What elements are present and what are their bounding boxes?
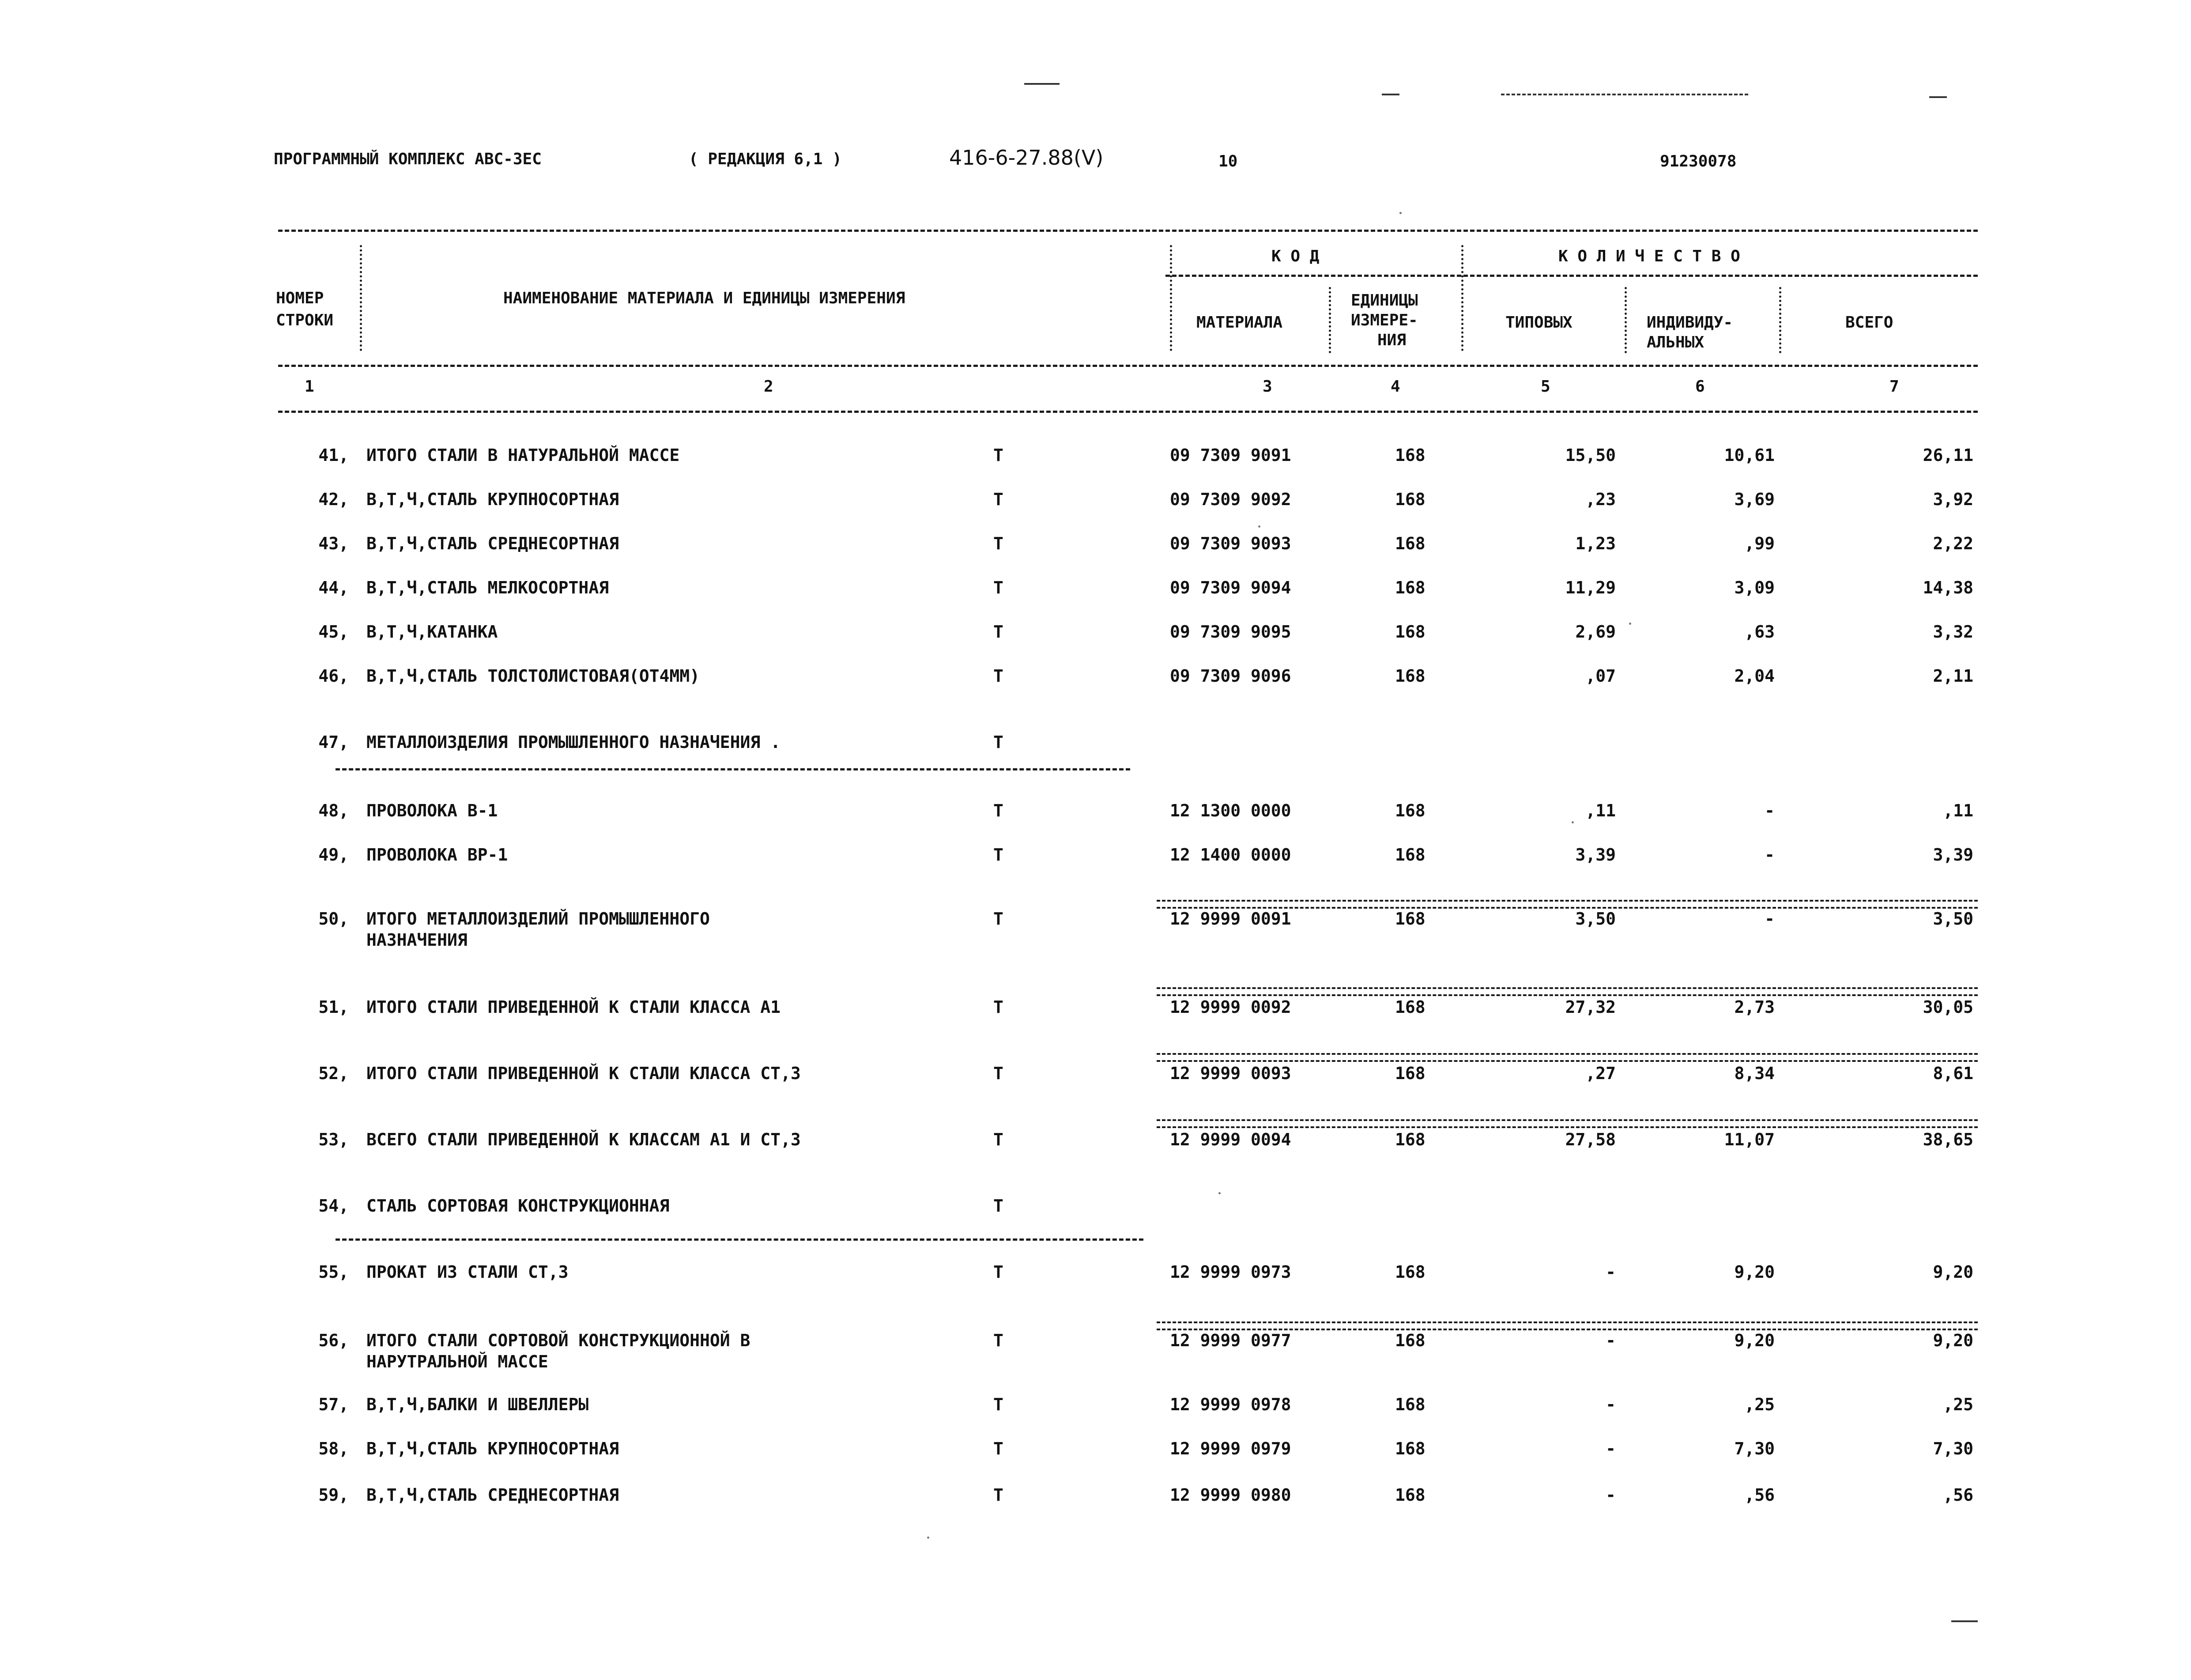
- colnum-5: 5: [1541, 378, 1550, 396]
- row-number: 49,: [318, 845, 349, 865]
- qty-typical: 3,50: [1575, 909, 1616, 929]
- qty-individual: -: [1765, 801, 1775, 820]
- qty-typical: ,27: [1585, 1064, 1616, 1083]
- material-name: ПРОКАТ ИЗ СТАЛИ СТ,3: [366, 1262, 569, 1282]
- unit-code: 168: [1395, 1331, 1425, 1350]
- unit-label: Т: [993, 1064, 1003, 1083]
- qty-total: 7,30: [1933, 1439, 1973, 1458]
- unit-label: Т: [993, 578, 1003, 597]
- subtotal-rule: [1157, 900, 1978, 909]
- header-unit-2: ИЗМЕРЕ-: [1351, 311, 1418, 329]
- material-code: 09 7309 9092: [1170, 490, 1291, 509]
- row-number: 43,: [318, 534, 349, 553]
- qty-total: 8,61: [1933, 1064, 1973, 1083]
- qty-total: 3,92: [1933, 490, 1973, 509]
- unit-label: Т: [993, 845, 1003, 865]
- reference-code: 91230078: [1660, 152, 1737, 170]
- unit-code: 168: [1395, 1064, 1425, 1083]
- material-name: СТАЛЬ СОРТОВАЯ КОНСТРУКЦИОННАЯ: [366, 1196, 670, 1216]
- qty-individual: -: [1765, 909, 1775, 929]
- header-rule: [278, 365, 1978, 367]
- material-name: МЕТАЛЛОИЗДЕЛИЯ ПРОМЫШЛЕННОГО НАЗНАЧЕНИЯ .: [366, 732, 781, 752]
- unit-label: Т: [993, 666, 1003, 686]
- qty-individual: 9,20: [1734, 1331, 1775, 1350]
- row-number: 58,: [318, 1439, 349, 1458]
- scan-speck: [927, 1537, 929, 1539]
- column-divider: [1170, 245, 1172, 351]
- material-name: В,Т,Ч,БАЛКИ И ШВЕЛЛЕРЫ: [366, 1395, 589, 1414]
- unit-label: Т: [993, 534, 1003, 553]
- row-number: 44,: [318, 578, 349, 597]
- qty-typical: 27,32: [1565, 997, 1616, 1017]
- qty-typical: -: [1606, 1439, 1616, 1458]
- unit-label: Т: [993, 1395, 1003, 1414]
- material-name-cont: НАЗНАЧЕНИЯ: [366, 930, 468, 950]
- scan-mark: [1929, 96, 1947, 98]
- qty-typical: -: [1606, 1262, 1616, 1282]
- material-code: 12 9999 0979: [1170, 1439, 1291, 1458]
- unit-label: Т: [993, 997, 1003, 1017]
- row-number: 50,: [318, 909, 349, 929]
- scan-speck: [1629, 623, 1631, 625]
- qty-total: 9,20: [1933, 1331, 1973, 1350]
- material-code: 12 1400 0000: [1170, 845, 1291, 865]
- material-name: ПРОВОЛОКА В-1: [366, 801, 498, 820]
- column-divider: [1461, 245, 1463, 351]
- header-material-code: МАТЕРИАЛА: [1196, 313, 1283, 332]
- colnum-4: 4: [1391, 378, 1400, 396]
- subtotal-rule: [1157, 987, 1978, 996]
- column-number-rule: [278, 411, 1978, 413]
- material-name: ИТОГО СТАЛИ СОРТОВОЙ КОНСТРУКЦИОННОЙ В: [366, 1331, 750, 1350]
- material-code: 09 7309 9094: [1170, 578, 1291, 597]
- unit-code: 168: [1395, 534, 1425, 553]
- header-typical: ТИПОВЫХ: [1505, 313, 1573, 332]
- material-code: 12 1300 0000: [1170, 801, 1291, 820]
- unit-code: 168: [1395, 801, 1425, 820]
- material-name: ИТОГО МЕТАЛЛОИЗДЕЛИЙ ПРОМЫШЛЕННОГО: [366, 909, 710, 929]
- unit-label: Т: [993, 1262, 1003, 1282]
- scan-speck: [1258, 525, 1260, 528]
- qty-total: 3,50: [1933, 909, 1973, 929]
- section-underline: [336, 768, 1130, 770]
- row-number: 47,: [318, 732, 349, 752]
- qty-total: 26,11: [1923, 445, 1973, 465]
- qty-total: 3,32: [1933, 622, 1973, 642]
- qty-total: ,56: [1943, 1485, 1973, 1505]
- row-number: 59,: [318, 1485, 349, 1505]
- qty-individual: ,56: [1744, 1485, 1775, 1505]
- qty-total: 9,20: [1933, 1262, 1973, 1282]
- header-individual-1: ИНДИВИДУ-: [1647, 313, 1733, 332]
- material-code: 12 9999 0092: [1170, 997, 1291, 1017]
- material-name: В,Т,Ч,СТАЛЬ СРЕДНЕСОРТНАЯ: [366, 534, 619, 553]
- header-unit-3: НИЯ: [1377, 331, 1407, 349]
- unit-code: 168: [1395, 1395, 1425, 1414]
- qty-total: 30,05: [1923, 997, 1973, 1017]
- scan-mark: [1951, 1620, 1978, 1622]
- material-code: 09 7309 9096: [1170, 666, 1291, 686]
- program-title: ПРОГРАММНЫЙ КОМПЛЕКС АВС-ЗЕС: [274, 150, 542, 168]
- row-number: 54,: [318, 1196, 349, 1216]
- qty-typical: ,07: [1585, 666, 1616, 686]
- row-number: 57,: [318, 1395, 349, 1414]
- unit-code: 168: [1395, 578, 1425, 597]
- colnum-7: 7: [1889, 378, 1899, 396]
- unit-label: Т: [993, 1331, 1003, 1350]
- unit-code: 168: [1395, 909, 1425, 929]
- subtotal-rule: [1157, 1053, 1978, 1062]
- colnum-6: 6: [1695, 378, 1705, 396]
- scan-mark: [1024, 83, 1060, 85]
- unit-code: 168: [1395, 490, 1425, 509]
- unit-label: Т: [993, 1196, 1003, 1216]
- material-name: В,Т,Ч,СТАЛЬ СРЕДНЕСОРТНАЯ: [366, 1485, 619, 1505]
- header-row-no-2: СТРОКИ: [276, 311, 334, 329]
- qty-total: 2,22: [1933, 534, 1973, 553]
- material-code: 12 9999 0093: [1170, 1064, 1291, 1083]
- qty-typical: 15,50: [1565, 445, 1616, 465]
- qty-individual: 7,30: [1734, 1439, 1775, 1458]
- header-quantity-group: К О Л И Ч Е С Т В О: [1558, 247, 1740, 265]
- scan-mark: [1382, 94, 1399, 95]
- material-name: ИТОГО СТАЛИ ПРИВЕДЕННОЙ К СТАЛИ КЛАССА СТ,3: [366, 1064, 801, 1083]
- table-top-rule: [278, 230, 1978, 232]
- header-individual-2: АЛЬНЫХ: [1647, 333, 1705, 351]
- qty-typical: ,11: [1585, 801, 1616, 820]
- material-code: 12 9999 0973: [1170, 1262, 1291, 1282]
- qty-typical: ,23: [1585, 490, 1616, 509]
- qty-total: 14,38: [1923, 578, 1973, 597]
- scan-speck: [1572, 821, 1574, 823]
- unit-label: Т: [993, 909, 1003, 929]
- row-number: 48,: [318, 801, 349, 820]
- material-name: ИТОГО СТАЛИ В НАТУРАЛЬНОЙ МАССЕ: [366, 445, 680, 465]
- qty-total: ,25: [1943, 1395, 1973, 1414]
- material-name: В,Т,Ч,СТАЛЬ МЕЛКОСОРТНАЯ: [366, 578, 609, 597]
- qty-total: 2,11: [1933, 666, 1973, 686]
- row-number: 56,: [318, 1331, 349, 1350]
- row-number: 41,: [318, 445, 349, 465]
- qty-typical: 3,39: [1575, 845, 1616, 865]
- row-number: 42,: [318, 490, 349, 509]
- material-code: 12 9999 0094: [1170, 1130, 1291, 1149]
- unit-code: 168: [1395, 1485, 1425, 1505]
- material-name-cont: НАРУТРАЛЬНОЙ МАССЕ: [366, 1352, 548, 1371]
- unit-code: 168: [1395, 666, 1425, 686]
- column-divider: [360, 245, 362, 351]
- material-name: В,Т,Ч,КАТАНКА: [366, 622, 498, 642]
- colnum-1: 1: [305, 378, 314, 396]
- material-code: 12 9999 0977: [1170, 1331, 1291, 1350]
- unit-code: 168: [1395, 1439, 1425, 1458]
- unit-label: Т: [993, 732, 1003, 752]
- row-number: 55,: [318, 1262, 349, 1282]
- unit-label: Т: [993, 801, 1003, 820]
- row-number: 46,: [318, 666, 349, 686]
- header-total: ВСЕГО: [1845, 313, 1893, 332]
- qty-total: 3,39: [1933, 845, 1973, 865]
- qty-typical: 27,58: [1565, 1130, 1616, 1149]
- scan-speck: [1399, 212, 1402, 214]
- unit-code: 168: [1395, 845, 1425, 865]
- row-number: 52,: [318, 1064, 349, 1083]
- material-code: 09 7309 9095: [1170, 622, 1291, 642]
- material-name: В,Т,Ч,СТАЛЬ КРУПНОСОРТНАЯ: [366, 490, 619, 509]
- header-subrule: [1165, 275, 1978, 277]
- qty-individual: 8,34: [1734, 1064, 1775, 1083]
- qty-individual: 2,73: [1734, 997, 1775, 1017]
- row-number: 51,: [318, 997, 349, 1017]
- qty-typical: -: [1606, 1331, 1616, 1350]
- column-divider: [1779, 287, 1781, 353]
- qty-individual: 11,07: [1724, 1130, 1775, 1149]
- qty-typical: 2,69: [1575, 622, 1616, 642]
- colnum-3: 3: [1263, 378, 1272, 396]
- qty-individual: ,99: [1744, 534, 1775, 553]
- header-unit-1: ЕДИНИЦЫ: [1351, 291, 1418, 310]
- header-name: НАИМЕНОВАНИЕ МАТЕРИАЛА И ЕДИНИЦЫ ИЗМЕРЕНИЯ: [503, 289, 905, 307]
- unit-code: 168: [1395, 1130, 1425, 1149]
- unit-label: Т: [993, 622, 1003, 642]
- qty-typical: 11,29: [1565, 578, 1616, 597]
- section-underline: [336, 1238, 1143, 1241]
- qty-typical: -: [1606, 1485, 1616, 1505]
- qty-individual: ,63: [1744, 622, 1775, 642]
- page-number: 10: [1218, 152, 1238, 170]
- qty-typical: 1,23: [1575, 534, 1616, 553]
- material-name: В,Т,Ч,СТАЛЬ КРУПНОСОРТНАЯ: [366, 1439, 619, 1458]
- scan-mark: [1501, 94, 1748, 95]
- subtotal-rule: [1157, 1321, 1978, 1330]
- unit-code: 168: [1395, 622, 1425, 642]
- material-code: 12 9999 0978: [1170, 1395, 1291, 1414]
- unit-code: 168: [1395, 445, 1425, 465]
- material-name: В,Т,Ч,СТАЛЬ ТОЛСТОЛИСТОВАЯ(ОТ4ММ): [366, 666, 700, 686]
- unit-label: Т: [993, 445, 1003, 465]
- column-divider: [1329, 287, 1331, 353]
- material-code: 12 9999 0980: [1170, 1485, 1291, 1505]
- qty-individual: -: [1765, 845, 1775, 865]
- header-row-no-1: НОМЕР: [276, 289, 324, 307]
- scan-speck: [1218, 1192, 1221, 1194]
- qty-individual: 2,04: [1734, 666, 1775, 686]
- qty-total: ,11: [1943, 801, 1973, 820]
- material-name: ПРОВОЛОКА ВР-1: [366, 845, 508, 865]
- unit-label: Т: [993, 1439, 1003, 1458]
- material-name: ВСЕГО СТАЛИ ПРИВЕДЕННОЙ К КЛАССАМ А1 И СТ,3: [366, 1130, 801, 1149]
- material-name: ИТОГО СТАЛИ ПРИВЕДЕННОЙ К СТАЛИ КЛАССА А1: [366, 997, 781, 1017]
- qty-individual: 3,69: [1734, 490, 1775, 509]
- unit-code: 168: [1395, 1262, 1425, 1282]
- subtotal-rule: [1157, 1119, 1978, 1128]
- edition-label: ( РЕДАКЦИЯ 6,1 ): [689, 150, 842, 168]
- column-divider: [1625, 287, 1627, 353]
- qty-individual: 10,61: [1724, 445, 1775, 465]
- qty-individual: 9,20: [1734, 1262, 1775, 1282]
- qty-total: 38,65: [1923, 1130, 1973, 1149]
- document-code: 416-6-27.88(V): [949, 146, 1104, 170]
- material-code: 09 7309 9091: [1170, 445, 1291, 465]
- qty-individual: ,25: [1744, 1395, 1775, 1414]
- row-number: 53,: [318, 1130, 349, 1149]
- unit-label: Т: [993, 1130, 1003, 1149]
- colnum-2: 2: [764, 378, 773, 396]
- qty-individual: 3,09: [1734, 578, 1775, 597]
- unit-label: Т: [993, 490, 1003, 509]
- header-code-group: К О Д: [1271, 247, 1320, 265]
- material-code: 09 7309 9093: [1170, 534, 1291, 553]
- row-number: 45,: [318, 622, 349, 642]
- unit-code: 168: [1395, 997, 1425, 1017]
- unit-label: Т: [993, 1485, 1003, 1505]
- material-code: 12 9999 0091: [1170, 909, 1291, 929]
- qty-typical: -: [1606, 1395, 1616, 1414]
